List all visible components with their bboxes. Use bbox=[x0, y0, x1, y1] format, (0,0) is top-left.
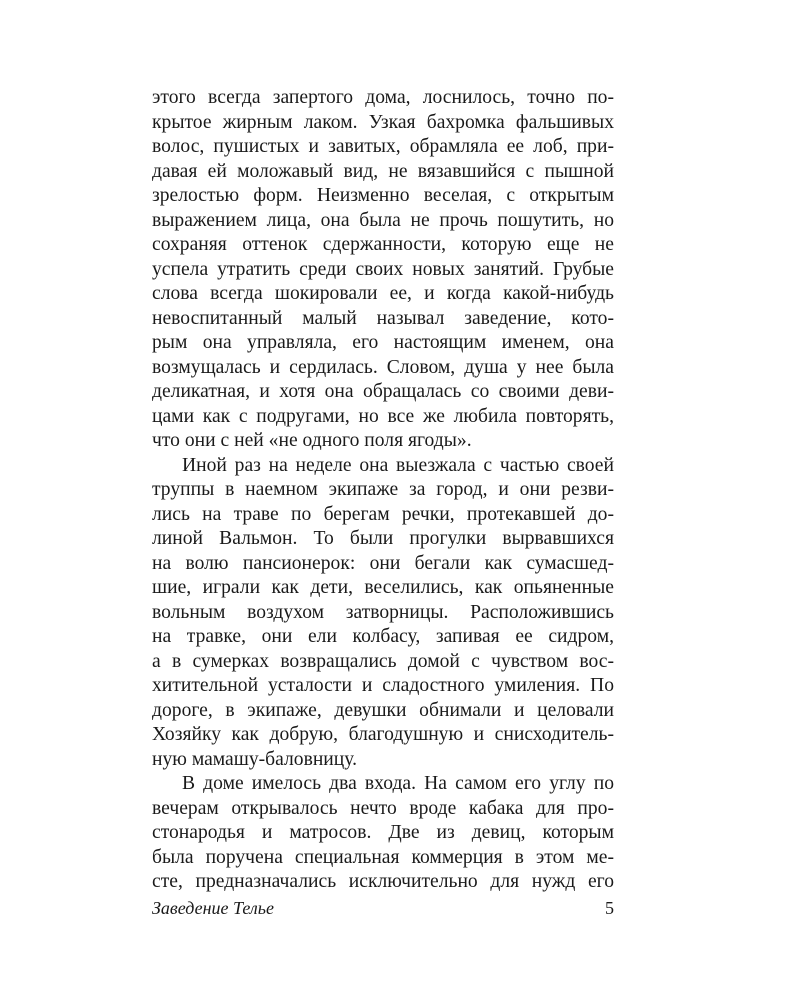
text-line: на травке, они ели колбасу, запивая ее сидром, bbox=[152, 626, 614, 647]
text-line: вольным воздухом затворницы. Расположившись bbox=[152, 601, 614, 623]
text-line: на волю пансионерок: они бегали как сумасшед- bbox=[152, 552, 614, 574]
text-line: невоспитанный малый называл заведение, кото- bbox=[152, 307, 614, 329]
text-line: стонародья и матросов. Две из девиц, которым bbox=[152, 822, 614, 843]
text-line: давая ей моложавый вид, не вязавшийся с пышной bbox=[152, 160, 614, 182]
text-line: зрелостью форм. Неизменно веселая, с открытым bbox=[152, 185, 614, 206]
text-line: успела утратить среди своих новых занятий. Грубые bbox=[152, 258, 614, 280]
text-line: Иной раз на неделе она выезжала с частью своей bbox=[182, 454, 614, 476]
text-line: цами как с подругами, но все же любила повторять, bbox=[152, 405, 614, 427]
text-line: деликатная, и хотя она обращалась со своими деви- bbox=[152, 381, 614, 402]
page-footer bbox=[152, 898, 614, 922]
text-line: вечерам открывалось нечто вроде кабака для про- bbox=[152, 797, 614, 819]
text-line: шие, играли как дети, веселились, как опьяненные bbox=[152, 577, 614, 598]
text-line: хитительной усталости и сладостного умиления. По bbox=[152, 675, 614, 696]
text-line: линой Вальмон. То были прогулки вырвавшихся bbox=[152, 528, 614, 549]
paragraph-1 bbox=[152, 86, 614, 454]
text-line: сте, предназначались исключительно для нужд его bbox=[152, 871, 614, 892]
page-body bbox=[152, 86, 614, 895]
text-line: сохраняя оттенок сдержанности, которую еще не bbox=[152, 234, 614, 255]
text-line: а в сумерках возвращались домой с чувством вос- bbox=[152, 650, 614, 672]
text-line: ную мамашу-баловницу. bbox=[152, 748, 358, 770]
text-line: лись на траве по берегам речки, протекавшей до- bbox=[152, 503, 614, 525]
text-line: слова всегда шокировали ее, и когда какой-нибудь bbox=[152, 283, 614, 304]
page-number: 5 bbox=[605, 898, 614, 918]
text-line: выражением лица, она была не прочь пошутить, но bbox=[152, 209, 614, 231]
text-line: В доме имелось два входа. На самом его углу по bbox=[182, 773, 614, 794]
text-line: крытое жирным лаком. Узкая бахромка фальшивых bbox=[152, 111, 614, 133]
text-line: Хозяйку как добрую, благодушную и снисходитель- bbox=[152, 724, 614, 745]
text-line: волос, пушистых и завитых, обрамляла ее лоб, при- bbox=[152, 136, 614, 157]
text-line: что они с ней «не одного поля ягоды». bbox=[152, 430, 472, 451]
text-line: рым она управляла, его настоящим именем, она bbox=[152, 332, 614, 353]
text-line: труппы в наемном экипаже за город, и они резви- bbox=[152, 479, 614, 500]
running-title: Заведение Телье bbox=[152, 898, 274, 918]
text-line: возмущалась и сердилась. Словом, душа у нее была bbox=[152, 356, 614, 378]
text-line: была поручена специальная коммерция в этом ме- bbox=[152, 846, 614, 868]
text-line: этого всегда запертого дома, лоснилось, точно по- bbox=[152, 87, 614, 108]
text-line: дороге, в экипаже, девушки обнимали и целовали bbox=[152, 699, 614, 721]
paragraph-2 bbox=[152, 454, 614, 773]
paragraph-3 bbox=[152, 772, 614, 895]
